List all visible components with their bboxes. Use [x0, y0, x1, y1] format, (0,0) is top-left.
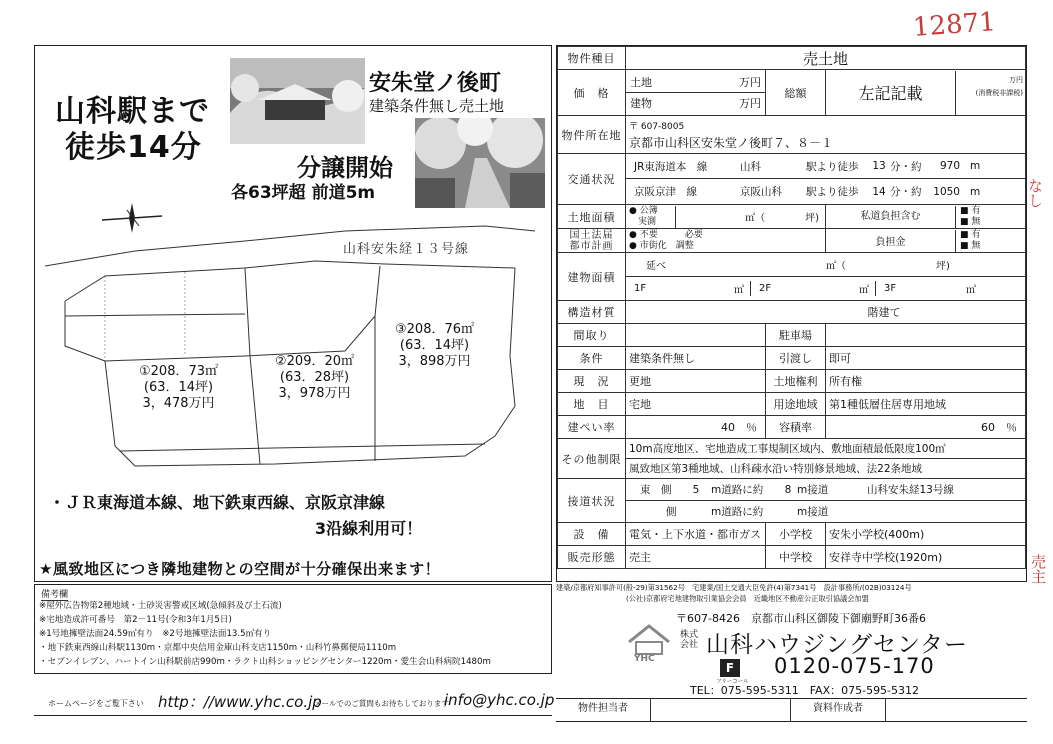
lot-1-tsubo: (63．14坪) [143, 380, 214, 395]
madori-value [626, 324, 766, 347]
hanbai-value: 売主 [626, 546, 766, 569]
transit-station: 山科 [740, 160, 761, 173]
land-price-label: 土地 [630, 76, 652, 89]
transit-line: 京阪京津 線 [634, 186, 697, 198]
road2-end: m接道 [797, 506, 829, 518]
land-price-unit: 万円 [739, 76, 761, 89]
futankin-label: 負担金 [875, 237, 906, 248]
tax-note: (消費税非課税) [975, 88, 1023, 97]
photo-temple-snow [230, 58, 365, 144]
handwritten-mark-b: 売主 [1029, 554, 1047, 584]
lot-1-area: ①208．73㎡ [139, 364, 219, 379]
private-road-no[interactable]: ■ 無 [960, 216, 981, 227]
road-mid: m道路に約 [711, 484, 764, 496]
staff-row [556, 698, 1027, 722]
mail-label: メールでのご質問もお待ちしております [314, 699, 449, 708]
road-end: m接道 [797, 484, 829, 496]
floor-1-label: 1F [634, 283, 647, 294]
building-price-row [626, 93, 765, 113]
cond-value: 建築条件無し [626, 347, 766, 370]
transit-m: m [970, 160, 981, 172]
land-area-value [676, 209, 825, 224]
kenpei-cell [626, 416, 766, 439]
remark-line: ・地下鉄東西線山科駅1130m・京都中央信用金庫山科支店1150m・山科竹鼻郵便局1110m [39, 643, 397, 653]
hikiwatashi-label: 引渡し [766, 347, 826, 370]
road2-mid: m道路に約 [711, 506, 764, 518]
transit-m: m [970, 185, 981, 198]
remarks-lines [39, 599, 491, 669]
total-unit: 万円 [1009, 75, 1023, 84]
shou-value: 安朱小学校(400m) [826, 523, 1026, 546]
transit-row-1 [626, 154, 1025, 179]
property-type: 売土地 [626, 47, 1026, 70]
remark-line: ※屋外広告物第2種地域・土砂災害警戒区域(急傾斜及び土石流) [39, 601, 282, 611]
road-name-value: 山科安朱経13号線 [867, 484, 954, 496]
parking-value [826, 324, 1026, 347]
remark-line: ・セブンイレブン、ハートイン山科駅前店990m・ラクト山科ショッピングセンター1220m・愛生会山科病院1480m [39, 657, 491, 667]
sale-subtitle: 各63坪超 前道5m [231, 183, 376, 203]
kokudo-label: 国土法届 [569, 229, 614, 241]
headline-line1: 山科駅まで [55, 94, 210, 129]
license-2: (公社)京都府宅地建物取引業協会会員 近畿地区不動産公正取引協議会加盟 [626, 594, 869, 603]
contact-row [34, 690, 555, 716]
lot-1-price: 3，478万円 [142, 396, 215, 411]
company-name: 山科ハウジングセンター [706, 632, 969, 658]
handwritten-mark-a: なし [1026, 178, 1044, 208]
hitsuyou-label: 必要 [684, 229, 703, 240]
wind-zone-note: ★風致地区につき隣地建物との空間が十分確保出来ます！ [39, 560, 441, 578]
lot-2-price: 3，978万円 [278, 386, 351, 401]
price-label: 価 格 [558, 70, 626, 116]
nobe-label: 延べ [646, 261, 666, 272]
lot-3-tsubo: (63．14坪) [399, 338, 470, 353]
kenpei-unit: ％ [746, 421, 757, 434]
kenpei-label: 建ぺい率 [558, 416, 626, 439]
floor-3-label: 3F [884, 283, 897, 294]
transit-walk: 駅より徒歩 [806, 160, 859, 173]
building-price-label: 建物 [630, 97, 652, 110]
land-area-tsubo: 坪) [805, 213, 819, 224]
cond-label: 条件 [558, 347, 626, 370]
transit-unit: 分・約 [890, 186, 922, 198]
land-area-label: 土地面積 [558, 205, 626, 229]
tanto-value [651, 699, 791, 721]
shiryo-label: 資料作成者 [791, 699, 886, 721]
address: 京都市山科区安朱堂ノ後町７、８－１ [629, 135, 834, 150]
futankin-no[interactable]: ■ 無 [960, 240, 981, 251]
road-width: 5 [692, 483, 700, 496]
private-road-options [955, 206, 1025, 228]
handwritten-number: 12871 [912, 7, 997, 43]
sale-start: 分譲開始 [297, 154, 393, 182]
kabushiki-1: 株式 [680, 630, 699, 640]
mail-address[interactable]: info@yhc.co.jp [444, 691, 555, 709]
total-label: 総額 [766, 70, 826, 116]
genkyo-label: 現 況 [558, 370, 626, 393]
rail-lines: ・ＪＲ東海道本線、地下鉄東西線、京阪京津線 [49, 493, 386, 512]
building-nobe-row [626, 253, 1025, 277]
transit-min: 14 [872, 185, 886, 198]
kabushiki-2: 会社 [680, 640, 699, 650]
remark-line: ※宅地造成許可番号 第2－11号(令和3年1月5日) [39, 615, 232, 625]
structure-value: 階建て [626, 301, 1026, 324]
yoseki-label: 容積率 [766, 416, 826, 439]
homepage-url[interactable]: http：//www.yhc.co.jp [158, 693, 322, 711]
road2-dir: 側 [666, 506, 677, 518]
company-address: 〒607-8426 京都市山科区御陵下御廟野町36番6 [676, 612, 926, 625]
hanbai-label: 販売形態 [558, 546, 626, 569]
land-area-sqm: ㎡（ [745, 213, 766, 224]
address-label: 物件所在地 [558, 116, 626, 154]
youto-label: 用途地域 [766, 393, 826, 416]
road-length: 8 [784, 483, 792, 496]
lot-3-area: ③208．76㎡ [395, 322, 475, 337]
kokudo-toshi-options: ● 不要 必要 ● 市街化 調整 [626, 229, 826, 253]
transit-unit: 分・約 [890, 160, 922, 173]
jissoku-label: 実測 [638, 216, 657, 227]
tanto-label: 物件担当者 [556, 699, 651, 721]
setsubi-value: 電気・上下水道・都市ガス [626, 523, 766, 546]
area-name: 安朱堂ノ後町 [369, 71, 502, 96]
futankin-no-label: 無 [971, 240, 981, 251]
structure-label: 構造材質 [558, 301, 626, 324]
toshi-label: 都市計画 [569, 240, 614, 252]
lot-3-price: 3，898万円 [398, 354, 471, 369]
promo-panel [34, 45, 552, 582]
road-row-2 [626, 501, 1025, 522]
license-1: 建築/京都府知事許可(般-29)第31562号 宅建業/国土交通大臣免許(4)第7341号 設計事務所/(02B)03124号 [556, 583, 912, 592]
jissoku-option[interactable] [629, 217, 675, 228]
total-value: 左記記載 [858, 84, 923, 103]
kokudo-toshi-labels [558, 229, 626, 253]
transit-label: 交通状況 [558, 154, 626, 205]
company-footer [556, 582, 1027, 727]
rail-lines-2: 3沿線利用可！ [315, 519, 423, 538]
photo-path-snow [415, 118, 545, 208]
private-road-yes-label: 有 [971, 205, 981, 216]
yhc-logo-text: YHC [634, 654, 655, 664]
yoseki-cell [826, 416, 1026, 439]
kenpei-value: 40 [721, 421, 735, 434]
koubo-label: 公簿 [639, 205, 658, 216]
other-restriction-2: 風致地区第3種地域、山科疎水沿い特別修景地域、法22条地域 [629, 463, 923, 475]
chimoku-value: 宅地 [626, 393, 766, 416]
area-subtitle: 建築条件無し売土地 [369, 97, 505, 115]
transit-line: JR東海道本 線 [634, 160, 708, 173]
futankin-yes-label: 有 [971, 229, 981, 240]
zip-code: 〒 607-8005 [629, 121, 685, 132]
futankin-yes[interactable]: ■ 有 [960, 229, 981, 240]
shigaika-label: 市街化 [639, 240, 667, 251]
chuu-label: 中学校 [766, 546, 826, 569]
transit-row-2 [626, 179, 1025, 204]
youto-value: 第1種低層住居専用地域 [826, 393, 1026, 416]
land-area-type [626, 206, 676, 228]
remarks-title: 備考欄 [41, 587, 68, 601]
floor-1-unit: ㎡ [676, 281, 751, 296]
remarks-box [34, 584, 552, 674]
road-dir: 東 側 [640, 484, 672, 496]
lot-2 [275, 354, 354, 402]
transit-station: 京阪山科 [740, 186, 782, 198]
nobe-tsubo: 坪) [936, 261, 950, 272]
photo-path-image [415, 118, 545, 208]
road-row-1 [626, 479, 1025, 501]
land-price-row [626, 72, 765, 93]
genkyo-value: 更地 [626, 370, 766, 393]
other-label: その他制限 [558, 439, 626, 479]
floor-3-unit: ㎡ [966, 285, 976, 296]
total-unit-box [955, 71, 1025, 115]
building-area-label: 建物面積 [558, 253, 626, 301]
transit-min: 13 [872, 160, 886, 172]
nobe-sqm: ㎡（ [826, 261, 846, 272]
futankin-options [955, 230, 1025, 252]
kenri-value: 所有権 [826, 370, 1026, 393]
road-label: 接道状況 [558, 479, 626, 523]
transit-walk: 駅より徒歩 [806, 186, 859, 198]
building-floor-row [626, 277, 1025, 300]
chuu-value: 安祥寺中学校(1920m) [826, 546, 1026, 569]
lot-1 [139, 364, 218, 412]
floor-2-unit: ㎡ [801, 281, 876, 296]
kenri-label: 土地権利 [766, 370, 826, 393]
shiryo-value [886, 699, 1027, 721]
yoseki-unit: ％ [1006, 421, 1017, 434]
other-restriction-1: 10m高度地区、宅地造成工事規制区域内、敷地面積最低限度100㎡ [626, 439, 1025, 459]
free-call-label: フリーコール [716, 679, 749, 685]
yoseki-value: 60 [981, 421, 995, 434]
chimoku-label: 地 目 [558, 393, 626, 416]
parking-label: 駐車場 [766, 324, 826, 347]
transit-meters: 970 [939, 160, 960, 172]
free-call-icon: F [720, 659, 740, 677]
private-road-yes[interactable]: ■ 有 [960, 205, 981, 216]
floor-2-label: 2F [759, 283, 772, 294]
road-name: 山科安朱経１３号線 [343, 242, 470, 257]
homepage-label: ホームページをご覧下さい [48, 699, 144, 708]
remark-line: ※1号地擁壁法面24.59㎡有り ※2号地擁壁法面13.5㎡有り [39, 629, 272, 639]
lot-2-tsubo: (63．28坪) [279, 370, 350, 385]
tel-fax: TEL：075-595-5311 FAX：075-595-5312 [690, 684, 920, 697]
setsubi-label: 設 備 [558, 523, 626, 546]
fuyou-label: 不要 [639, 229, 658, 240]
lot-2-area: ②209．20㎡ [275, 354, 355, 369]
madori-label: 間取り [558, 324, 626, 347]
transit-meters: 1050 [933, 185, 960, 198]
spec-table [556, 45, 1027, 582]
shou-label: 小学校 [766, 523, 826, 546]
photo-temple-image [230, 58, 365, 144]
hikiwatashi-value: 即可 [826, 347, 1026, 370]
free-call-number[interactable]: 0120-075-170 [774, 654, 935, 678]
chousei-label: 調整 [675, 240, 694, 251]
building-price-unit: 万円 [739, 97, 761, 110]
private-road-label: 私道負担含む [860, 211, 921, 222]
type-label: 物件種目 [558, 47, 626, 70]
private-road-no-label: 無 [971, 216, 981, 227]
headline-line2: 徒歩14分 [65, 130, 202, 165]
koubo-option[interactable]: ● 公簿 [629, 205, 658, 216]
lot-3 [395, 322, 474, 370]
